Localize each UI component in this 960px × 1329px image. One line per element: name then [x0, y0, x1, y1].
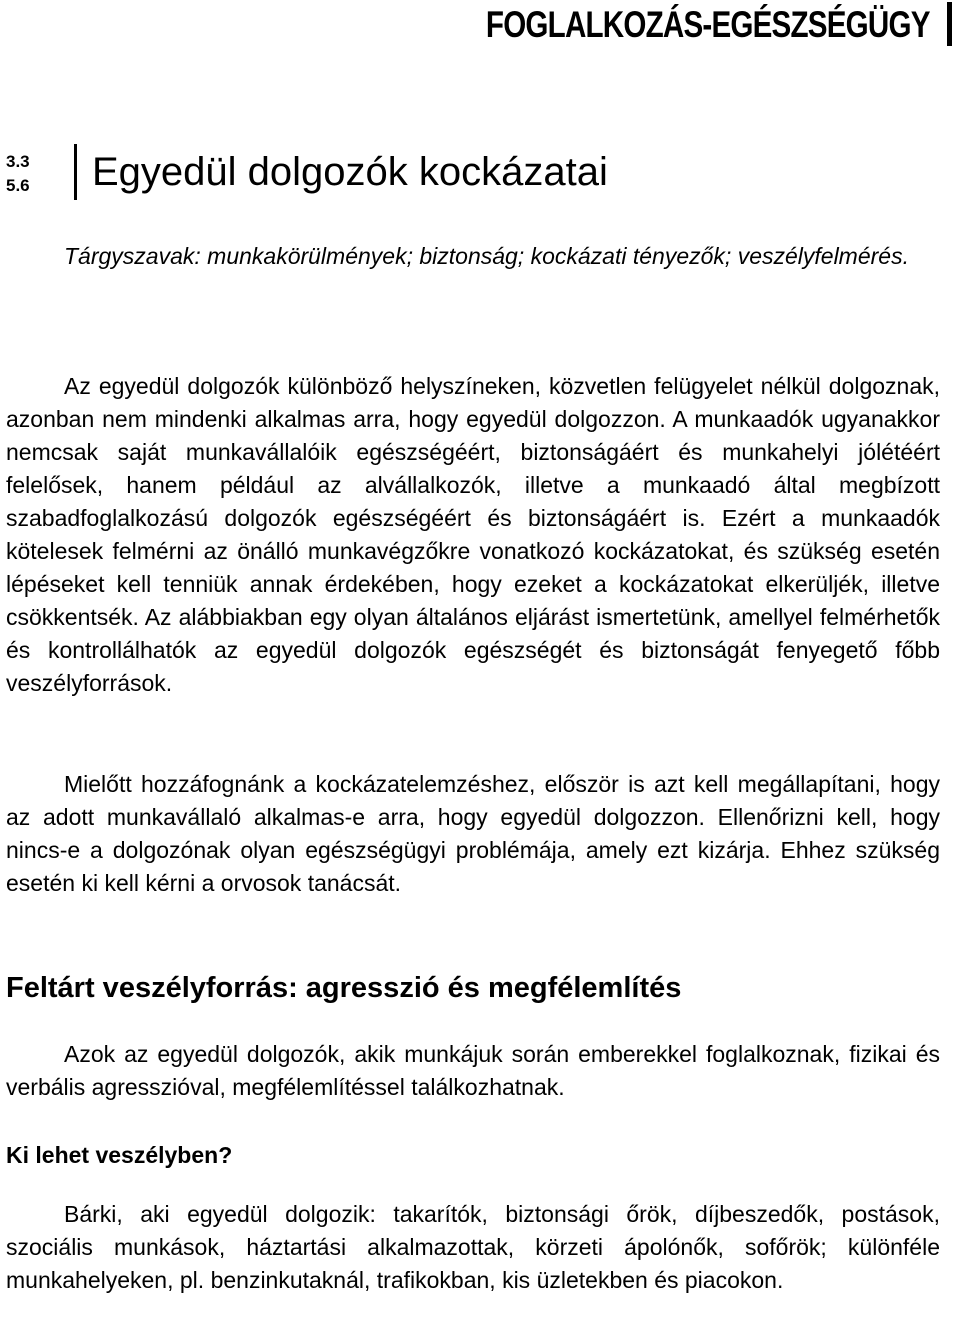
header-vertical-rule [947, 2, 952, 46]
paragraph-aggression: Azok az egyedül dolgozók, akik munkájuk során emberekkel foglalkoznak, fizikai és verbális agresszióval, megfélemlítéssel találkozhatnak. [6, 1041, 940, 1100]
section-number-line-1: 3.3 [6, 152, 30, 171]
subheading-who-at-risk: Ki lehet veszélyben? [6, 1142, 233, 1168]
subheading-hazard: Feltárt veszélyforrás: agresszió és megfélemlítés [6, 972, 682, 1004]
running-header-title: FOGLALKOZÁS-EGÉSZSÉGÜGY [486, 4, 930, 45]
paragraph-fitness-check: Mielőtt hozzáfognánk a kockázatelemzéshez, először is azt kell megállapítani, hogy az adott munkavállaló alkalmas-e arra, hogy egyedül dolgozzon. Ellenőrizni kell, hogy nincs-e a dolgozónak olyan egészségügyi problémája, amely ezt kizárja. Ehhez szükség esetén ki kell kérni a orvosok tanácsát. [6, 771, 940, 896]
keywords-line: Tárgyszavak: munkakörülmények; biztonság; kockázati tényezők; veszélyfelmérés. [64, 243, 909, 269]
section-number-line-2: 5.6 [6, 176, 30, 195]
section-title: Egyedül dolgozók kockázatai [92, 150, 608, 194]
section-number [6, 150, 30, 198]
paragraph-intro: Az egyedül dolgozók különböző helyszíneken, közvetlen felügyelet nélkül dolgoznak, azonban nem mindenki alkalmas arra, hogy egyedül dolgozzon. A munkaadók ugyanakkor nemcsak saját munkavállalóik egészségéért, biztonságáért és munkahelyi jólétéért felelősek, hanem például az alvállalkozók, illetve a munkaadó által megbízott szabadfoglalkozású dolgozók egészségéért és biztonságáért is. Ezért a munkaadók kötelesek felmérni az önálló munkavégzőkre vonatkozó kockázatokat, és szükség esetén lépéseket kell tenniük annak érdekében, hogy ezeket a kockázatokat elkerüljék, illetve csökkentsék. Az alábbiakban egy olyan általános eljárást ismertetünk, amellyel felmérhetők és kontrollálhatók az egyedül dolgozók egészségét és biztonságát fenyegető főbb veszélyforrások. [6, 373, 940, 696]
paragraph-who-at-risk: Bárki, aki egyedül dolgozik: takarítók, biztonsági őrök, díjbeszedők, postások, szociális munkások, háztartási alkalmazottak, körzeti ápolónők, sofőrök; különféle munkahelyeken, pl. benzinkutaknál, trafikokban, kis üzletekben és piacokon. [6, 1201, 940, 1293]
section-vertical-rule [74, 144, 77, 200]
